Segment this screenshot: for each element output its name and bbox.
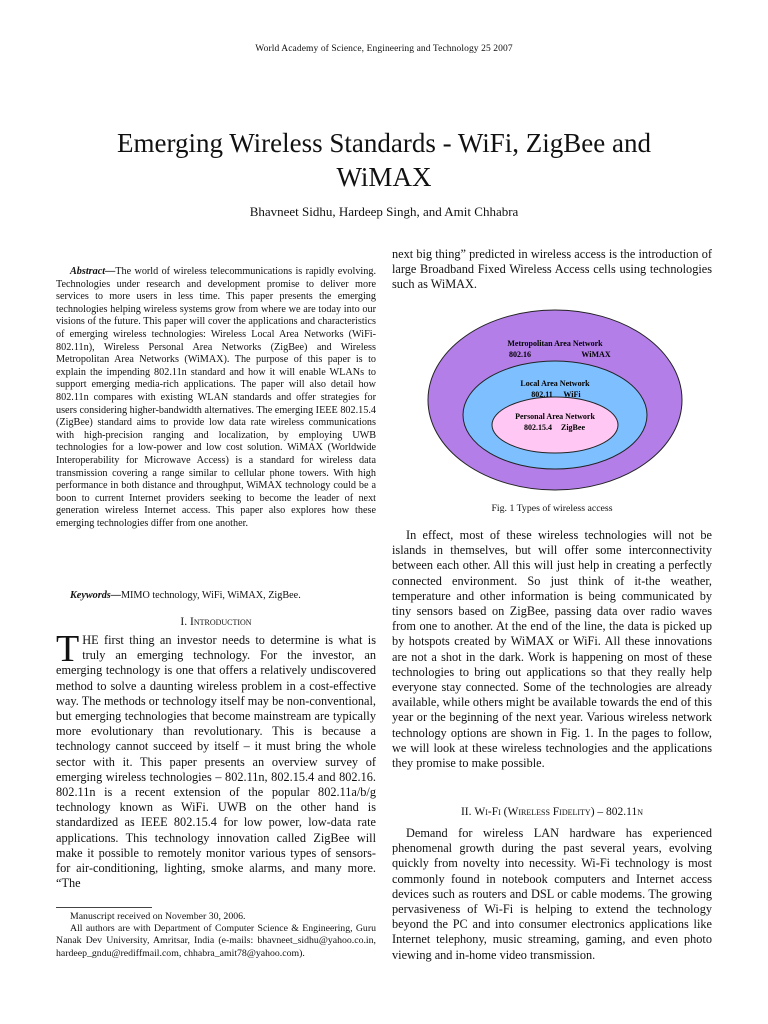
author-list: Bhavneet Sidhu, Hardeep Singh, and Amit Chhabra <box>249 204 519 219</box>
pan-label: Personal Area Network <box>515 412 595 421</box>
abstract-text: The world of wireless telecommunications is rapidly evolving. Technologies under research and development promise to deliver more services to more users in less time. This paper presents the emerging technologies helping wireless systems grow from where we are today into our visions of the future. This paper will cover the applications and characteristics of emerging wireless technologies: Wireless Local Area Networks (WiFi-802.11n), Wireless Personal Area Networks (ZigBee) and Wireless Metropolitan Area Networks (WiMAX). The purpose of this paper is to explain the impending 802.11n standard and how it will enable WLANs to support emerging media-rich applications. The paper will also detail how 802.11n compares with existing WLAN standards and offer strategies for users considering higher-bandwidth alternatives. The emerging IEEE 802.15.4 (ZigBee) standard aims to provide low data rate wireless communications with high-precision ranging and localization, by employing UWB technologies for a low-power and low cost solution. WiMAX (Worldwide Interoperability for Microwave Access) is a standard for wireless data transmission covering a range similar to cellular phone towers. With high performance in both distance and throughput, WiMAX technology could be a boon to current Internet providers seeking to become the leader of next generation wireless Internet access. This paper also explores how these emerging technologies differ from one another. <box>56 266 376 529</box>
footnote-affiliation: All authors are with Department of Computer Science & Engineering, Guru Nanak Dev University, Amritsar, India (e-mails: bhavneet_sidhu@yahoo.co.in, hardeep_gndu@rediffmail.com, chhabra_amit78@yahoo.com). <box>56 923 376 959</box>
introduction-text <box>56 628 376 891</box>
section-heading-introduction <box>56 616 376 628</box>
wifi-paragraph: Demand for wireless LAN hardware has experienced phenomenal growth during the past several years, evolving quickly from novelty into necessity. Wi-Fi technology is most commonly found in notebook computers and Internet access devices such as routers and DSL or cable modems. The growing pervasiveness of Wi-Fi is helping to extend the technology beyond the PC and into consumer electronics applications like Internet telephony, music streaming, gaming, and even photo viewing and in-home video transmission. <box>392 826 712 962</box>
section-heading-wifi <box>392 806 712 818</box>
pan-standard: 802.15.4 <box>524 423 552 432</box>
right-column-paragraph: In effect, most of these wireless technologies will not be islands in themselves, but will offer some interconnectivity between each other. All this will just help in creating a perfectly connected environment. So just think of it-the weather, temperature and other information is being communicated by tiny sensors based on ZigBee, passing data over radio waves from one to another. At the end of the line, the data is picked up by hotspots created by WiMAX or WiFi. All these innovations are not a shot in the dark. Work is happening on most of these technologies to bring out applications so that they really help everyone stay connected. Some of the technologies are already available, while others might be available towards the end of this year or the beginning of the next year. Various wireless network technology options are shown in Fig. 1. In the pages to follow, we will look at these wireless technologies and the applications they promise to make possible. <box>392 528 712 771</box>
man-standard: 802.16 <box>509 350 531 359</box>
abstract-dash: — <box>105 266 116 277</box>
pan-ellipse <box>492 397 618 453</box>
intro-first-word: HE <box>82 633 99 647</box>
footnote-rule <box>56 907 152 908</box>
section-title: Introduction <box>189 616 252 628</box>
footnote-manuscript: Manuscript received on November 30, 2006. <box>70 911 246 922</box>
right-column-intro-continuation: next big thing” predicted in wireless access is the introduction of large Broadband Fixed Wireless Access cells using technologies such as WiMAX. <box>392 247 712 292</box>
abstract <box>56 266 376 530</box>
intro-body: first thing an investor needs to determine is what is truly an emerging technology. For the investor, an emerging technology is one that offers a relatively undiscovered method to solve a daunting wireless problem in a cost-effective way. The methods or technology itself may be non-conventional, but emerging technologies that become mainstream are typically more evolutionary than revolutionary. This is because a technology cannot succeed by itself – it must bring the whole sector with it. This paper presents an overview survey of emerging wireless technologies – 802.11n, 802.15.4 and 802.16. 802.11n is a recent extension of the popular 802.11a/b/g technology known as WiFi. UWB on the other hand is standardized as IEEE 802.15.4 for low power, low-data rate applications. This technology innovation called ZigBee will make it possible to remotely monitor various types of sensors-for air-conditioning, lighting, smoke alarms, and many more. “The <box>56 633 376 891</box>
figure-caption: Fig. 1 Types of wireless access <box>491 503 613 514</box>
keywords-text: MIMO technology, WiFi, WiMAX, ZigBee. <box>120 590 301 601</box>
lan-label: Local Area Network <box>520 379 590 388</box>
pan-tech: ZigBee <box>561 423 585 432</box>
keywords-lead: Keywords <box>70 590 111 601</box>
paper-title: Emerging Wireless Standards - WiFi, ZigBee and WiMAX <box>117 128 651 193</box>
section-title: Wi-Fi (Wireless Fidelity) – 802.11n <box>474 806 644 818</box>
abstract-lead: Abstract <box>70 266 106 277</box>
keywords <box>56 589 376 602</box>
lan-tech: WiFi <box>563 390 581 399</box>
keywords-dash: — <box>110 590 121 601</box>
drop-cap: T <box>56 628 80 670</box>
running-header: World Academy of Science, Engineering and Technology 25 2007 <box>255 44 513 54</box>
section-number: I. <box>180 616 188 628</box>
man-label: Metropolitan Area Network <box>507 339 603 348</box>
man-tech: WiMAX <box>581 350 611 359</box>
footnotes <box>56 911 376 960</box>
wireless-access-figure <box>426 308 684 492</box>
section-number: II. <box>460 806 472 818</box>
lan-standard: 802.11 <box>531 390 553 399</box>
